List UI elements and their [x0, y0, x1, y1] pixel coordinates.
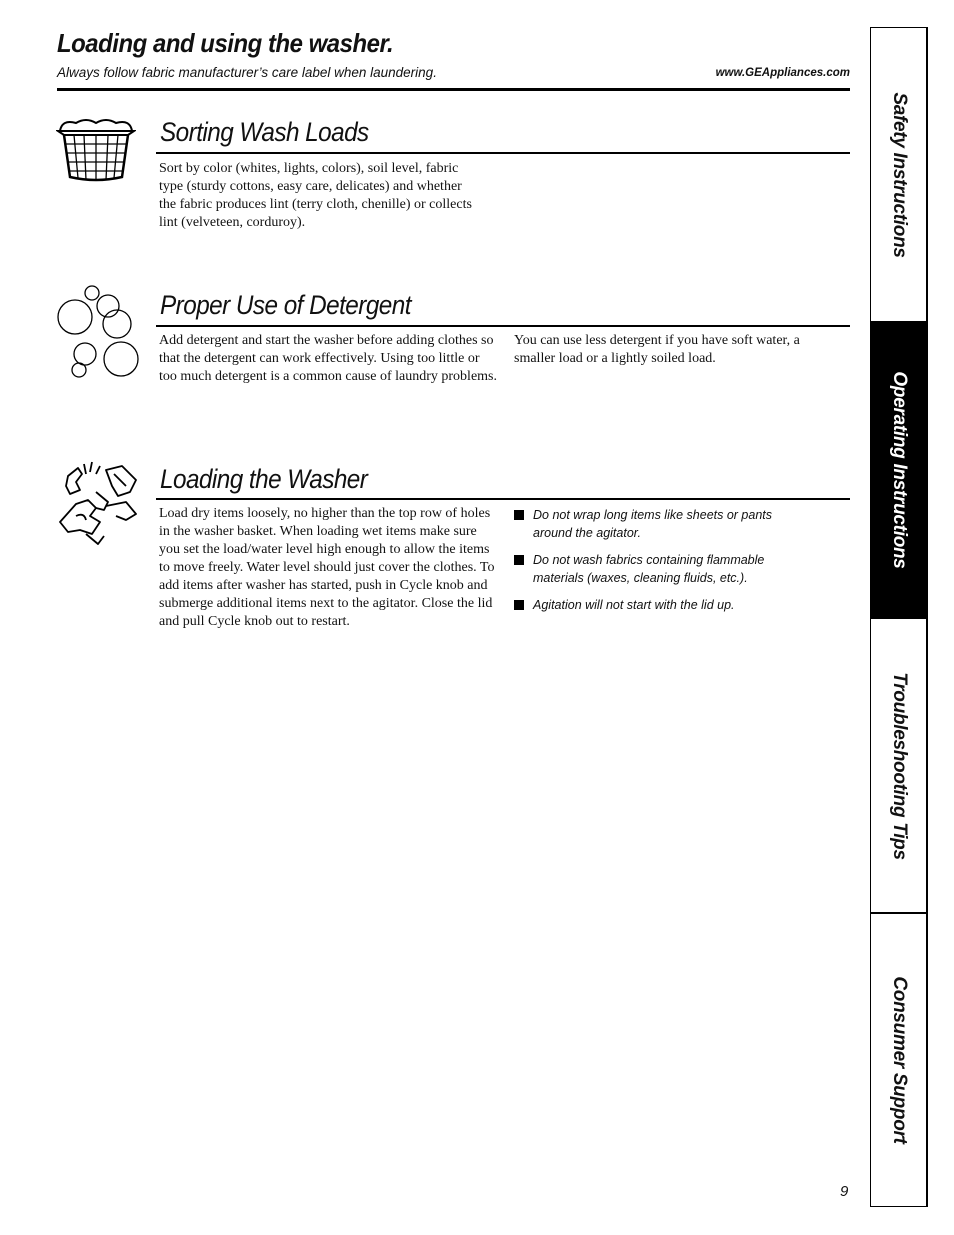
- tab-operating-instructions[interactable]: [871, 323, 926, 619]
- tab-label: Safety Instructions: [888, 91, 910, 258]
- loading-bullet-list: [514, 506, 814, 623]
- tab-troubleshooting-tips[interactable]: [871, 619, 926, 914]
- sorting-text: Sort by color (whites, lights, colors), soil level, fabric type (sturdy cottons, easy care, delicates) and whether the fabric produces lint (terry cloth, chenille) or collects lint (velveteen, corduroy).: [159, 161, 472, 230]
- loading-section-title: Loading the Washer: [160, 464, 368, 494]
- loading-text: Load dry items loosely, no higher than the top row of holes in the washer basket. When loading wet items make sure you set the load/water level high enough to allow the items to move freely. Water level should just cover the clothes. To add items after washer has started, push in Cycle knob and submerge additional items next to the agitator. Close the lid and pull Cycle knob out to restart.: [159, 506, 495, 629]
- detergent-divider: [156, 325, 850, 327]
- bullet-square-icon: [514, 510, 524, 520]
- section-tabs-sidebar: [870, 27, 928, 1207]
- tab-consumer-support[interactable]: [871, 914, 926, 1206]
- laundry-basket-icon: [56, 117, 136, 188]
- tab-label: Consumer Support: [888, 976, 910, 1144]
- bubbles-icon: [56, 284, 142, 387]
- list-item: Do not wash fabrics containing flammable materials (waxes, cleaning fluids, etc.).: [514, 551, 814, 587]
- sorting-divider: [156, 152, 850, 154]
- page-number: 9: [840, 1183, 849, 1200]
- bullet-square-icon: [514, 555, 524, 565]
- detergent-section-title: Proper Use of Detergent: [160, 290, 411, 320]
- tab-label: Operating Instructions: [888, 371, 910, 569]
- page-subtitle: Always follow fabric manufacturer’s care label when laundering.: [57, 65, 437, 80]
- list-item: Agitation will not start with the lid up.: [514, 596, 814, 614]
- bullet-square-icon: [514, 600, 524, 610]
- header-divider: [57, 88, 850, 91]
- list-item: Do not wrap long items like sheets or pants around the agitator.: [514, 506, 814, 542]
- detergent-text-right: You can use less detergent if you have soft water, a smaller load or a lightly soiled load.: [514, 333, 800, 366]
- tab-safety-instructions[interactable]: [871, 28, 926, 323]
- clothes-icon: [56, 460, 142, 551]
- page-title: Loading and using the washer.: [57, 28, 394, 58]
- loading-divider: [156, 498, 850, 500]
- sorting-section-title: Sorting Wash Loads: [160, 117, 369, 147]
- detergent-text-left: Add detergent and start the washer before adding clothes so that the detergent can work effectively. Using too little or too much detergent is a common cause of laundry problems.: [159, 333, 497, 384]
- website-link[interactable]: www.GEAppliances.com: [715, 67, 850, 79]
- tab-label: Troubleshooting Tips: [888, 671, 910, 860]
